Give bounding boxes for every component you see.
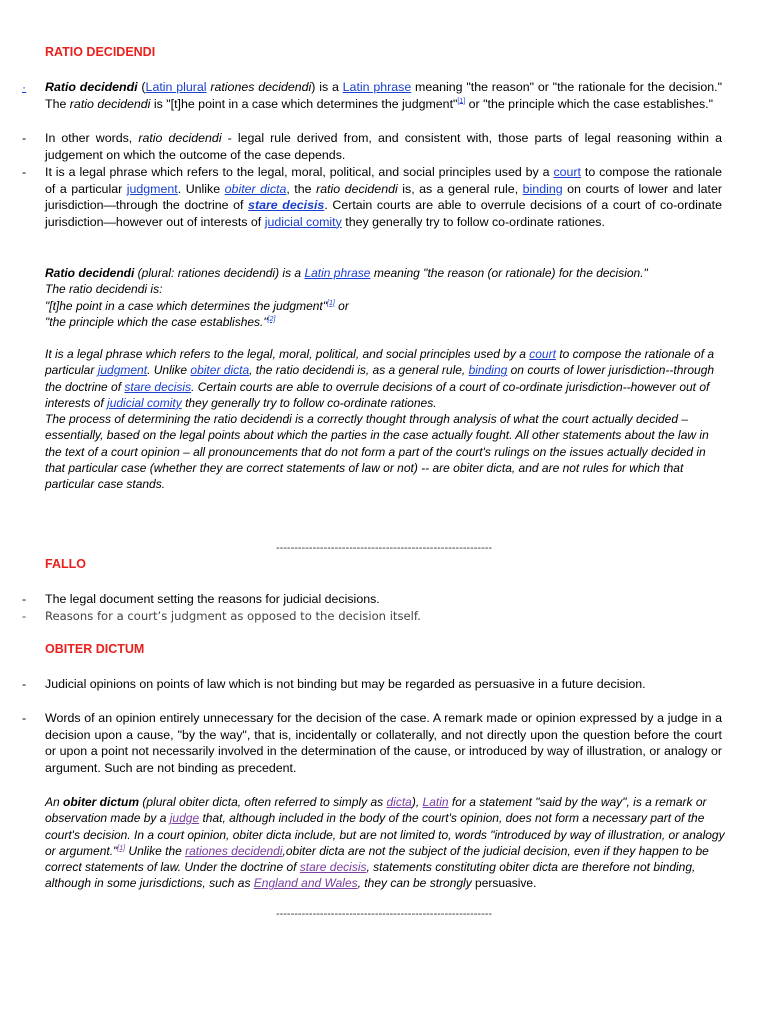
ratio-bullet-3: - It is a legal phrase which refers to the legal, moral, political, and social principles used by a court to compose the rationale of a particular judgment. Unlike obiter dicta, the ratio decidendi is, as a general rule, binding on courts of lower and later jurisdiction—through the doctrine of stare decisis. Certain courts are able to overrule decisions of a court of co-ordinate jurisdiction—however out of interests of judicial comity they generally try to follow co-ordinate rationes.: [22, 165, 722, 229]
obiter-definition-block: An obiter dictum (plural obiter dicta, often referred to simply as dicta), Latin for a statement "said by the way", is a remark or observation made by a judge that, although included in the body of the court's opinion, does not form a necessary part of the court's decision. In a court opinion, obiter dicta include, but are not limited to, words "introduced by way of illustration, or analogy or argument."[1] Unlike the rationes decidendi,obiter dicta are not the subject of the judicial decision, even if they happen to be correct statements of law. Under the doctrine of stare decisis, statements constituting obiter dicta are therefore not binding, although in some jurisdictions, such as England and Wales, they can be strongly persuasive.: [45, 795, 725, 891]
obiter-bullet-1: - Judicial opinions on points of law which is not binding but may be regarded as persuasive in a future decision.: [22, 677, 646, 691]
term-obiter-dictum: obiter dictum: [63, 795, 140, 809]
ratio-process-paragraph: The process of determining the ratio decidendi is a correctly thought through analysis of what the court actually decided – essentially, based on the legal points about which the parties in the case actually fought. All other statements about the law in the text of a court opinion – all pronouncements that do not form a part of the court's rulings on the issues actually decided in that particular case (whether they are correct statements of law or not) -- are obiter dicta, and are not rules for which that particular case stands.: [45, 412, 709, 492]
link-court[interactable]: court: [553, 165, 581, 179]
link-judicial-comity-2[interactable]: judicial comity: [107, 395, 182, 410]
link-stare-decisis-3[interactable]: stare decisis: [299, 860, 367, 875]
link-obiter-dicta-2[interactable]: obiter dicta: [190, 363, 250, 378]
bullet-marker: ·: [22, 80, 27, 94]
term-ratio-decidendi-bold: Ratio decidendi: [45, 266, 135, 280]
link-judge[interactable]: judge: [169, 811, 200, 826]
link-dicta[interactable]: dicta: [386, 795, 412, 809]
obiter-bullet-2: - Words of an opinion entirely unnecessary for the decision of the case. A remark made or opinion expressed by a judge in a decision upon a cause, "by the way", that is, incidentally or collaterally, and not directly upon the question before the court or upon a point not necessarily involved in the determination of the cause, or introduced by way of illustration, or analogy or argument. Such are not binding as precedent.: [22, 711, 722, 775]
link-judgment[interactable]: judgment: [126, 181, 178, 196]
obiter-dictum-heading: OBITER DICTUM: [45, 642, 145, 656]
fallo-bullet-2: - Reasons for a court’s judgment as opposed to the decision itself.: [22, 609, 421, 623]
ratio-decidendi-heading: RATIO DECIDENDI: [45, 45, 156, 59]
link-latin[interactable]: Latin: [422, 795, 449, 809]
link-latin-plural[interactable]: Latin plural: [145, 80, 207, 94]
fallo-heading: FALLO: [45, 557, 86, 571]
bullet-dash: -: [22, 609, 27, 623]
link-latin-phrase[interactable]: Latin phrase: [342, 80, 412, 94]
separator-2: -----------------------------------------------------------: [275, 908, 493, 920]
link-rationes-decidendi[interactable]: rationes decidendi: [185, 843, 283, 858]
footnote-ref-obiter-1[interactable]: [1]: [117, 844, 126, 852]
ratio-definition-block: Ratio decidendi (plural: rationes decidendi) is a Latin phrase meaning "the reason (or rationale) for the decision." The ratio decidendi is: "[t]he point in a case which determines the judgment"[1] or "the principle which the case establishes."[2]: [45, 266, 648, 329]
link-stare-decisis[interactable]: stare decisis: [248, 198, 325, 212]
footnote-ref-1[interactable]: [1]: [457, 97, 466, 105]
bullet-dash: -: [22, 677, 27, 691]
ratio-bullet-2: - In other words, ratio decidendi - legal rule derived from, and consistent with, those parts of legal reasoning within a judgement on which the outcome of the case depends.: [22, 131, 723, 162]
ratio-explanation-block: It is a legal phrase which refers to the legal, moral, political, and social principles used by a court to compose the rationale of a particular judgment. Unlike obiter dicta, the ratio decidendi is, as a general rule, binding on courts of lower jurisdiction--through the doctrine of stare decisis. Certain courts are able to overrule decisions of a court of co-ordinate jurisdiction--however out of interests of judicial comity they generally try to follow co-ordinate rationes. The process of determining the ratio decidendi is a correctly thought through analysis of what the court actually decided – essentially, based on the legal points about which the parties in the case actually fought. All other statements about the law in the text of a court opinion – all pronouncements that do not form a part of the court's rulings on the issues actually decided in that particular case (whether they are correct statements of law or not) -- are obiter dicta, and are not rules for which that particular case stands.: [45, 346, 725, 493]
link-court-2[interactable]: court: [529, 347, 556, 361]
link-binding[interactable]: binding: [522, 181, 563, 196]
separator: -----------------------------------------------------------: [275, 542, 493, 554]
footnote-ref-1b[interactable]: [1]: [327, 299, 335, 307]
footnote-ref-2[interactable]: [2]: [267, 315, 276, 323]
link-binding-2[interactable]: binding: [468, 363, 508, 378]
ratio-bullet-1: · Ratio decidendi (Latin plural rationes decidendi) is a Latin phrase meaning "the reason" or "the rationale for the decision." The ratio decidendi is "[t]he point in a case which determines the judgment"[1] or "the principle which the case establishes.": [22, 80, 723, 111]
term-ratio-decidendi: Ratio decidendi: [45, 80, 138, 94]
link-obiter-dicta[interactable]: obiter dicta: [224, 181, 287, 196]
link-england-and-wales[interactable]: England and Wales: [253, 876, 358, 891]
link-judgment-2[interactable]: judgment: [97, 363, 148, 378]
link-stare-decisis-2[interactable]: stare decisis: [124, 379, 192, 394]
bullet-dash: -: [22, 592, 27, 606]
bullet-dash: -: [22, 131, 27, 145]
bullet-dash: -: [22, 165, 27, 179]
fallo-bullet-1: - The legal document setting the reasons for judicial decisions.: [22, 592, 380, 606]
bullet-dash: -: [22, 711, 27, 725]
link-judicial-comity[interactable]: judicial comity: [264, 214, 342, 229]
link-latin-phrase-2[interactable]: Latin phrase: [304, 266, 371, 280]
